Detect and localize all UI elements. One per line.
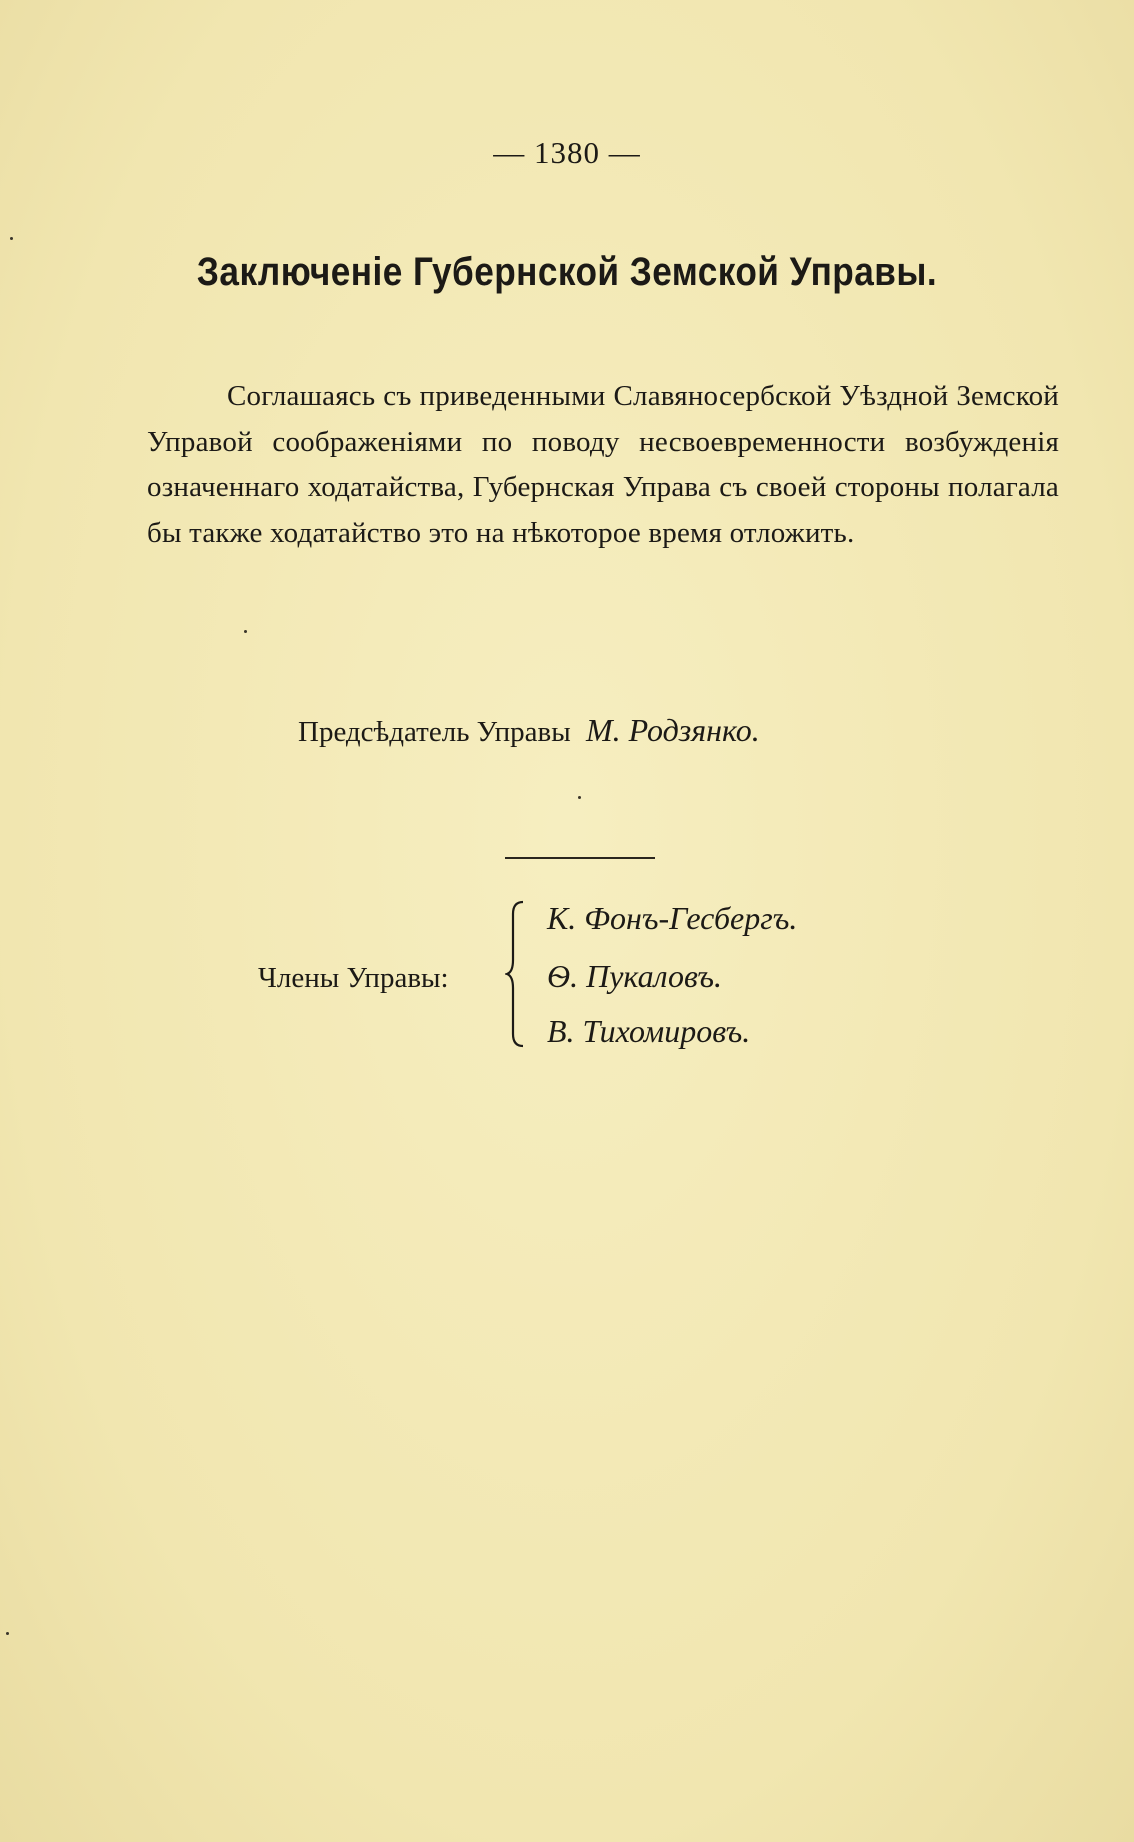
body-paragraph: Соглашаясь съ приведенными Славяносербской Уѣздной Земской Управой соображеніями по поводу несвоевременности возбужденія означеннаго ходатайства, Губернская Управа съ своей стороны полагала бы также ходатайство это на нѣкоторое время отложить.	[147, 380, 1059, 549]
page-number: — 1380 —	[493, 135, 641, 170]
members-label: Члены Управы:	[258, 962, 449, 994]
section-title: Заключеніе Губернской Земской Управы.	[196, 250, 938, 294]
ink-speck	[10, 237, 13, 240]
member-name-3: В. Тихомировъ.	[547, 1013, 751, 1049]
member-name-2: Ѳ. Пукаловъ.	[547, 958, 723, 994]
chairman-signature-line	[298, 712, 760, 749]
ink-speck	[6, 1632, 9, 1635]
chairman-signature: М. Родзянко.	[585, 712, 760, 748]
ink-speck	[578, 796, 581, 799]
ink-speck	[244, 630, 247, 633]
divider-line	[505, 857, 655, 859]
brace-icon	[505, 900, 527, 1048]
member-name-1: К. Фонъ-Гесбергъ.	[547, 900, 798, 936]
chairman-label: Предсѣдатель Управы	[298, 716, 571, 748]
